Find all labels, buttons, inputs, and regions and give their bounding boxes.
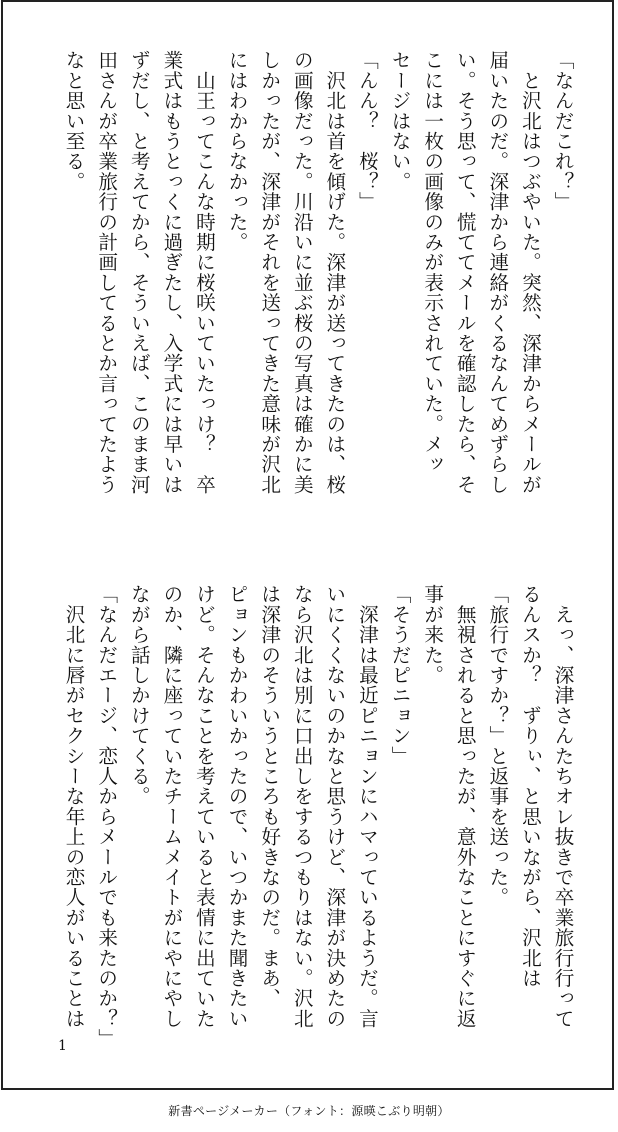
text-line: 「そうだピニョン」 xyxy=(388,584,412,766)
text-line: 「なんだこれ？」 xyxy=(551,50,574,212)
text-line: は深津のそういうところも好きなのだ。まあ、 xyxy=(257,584,281,1009)
text-line: の画像だった。川沿いに並ぶ桜の写真は確かに美 xyxy=(290,50,314,495)
text-line: えっ、深津さんたちオレ抜きで卒業旅行行って xyxy=(551,584,574,1029)
text-line: 沢北は首を傾げた。深津が送ってきたのは、桜 xyxy=(322,50,346,495)
text-line: るんスか？ ずりぃ、と思いながら、沢北は xyxy=(518,584,542,988)
text-line: なら沢北は別に口出しをするつもりはない。沢北 xyxy=(290,584,314,1029)
text-line: にはわからなかった。 xyxy=(225,50,249,252)
text-line: 田さんが卒業旅行の計画してるとか言ってたよう xyxy=(94,50,118,495)
text-line: ながら話しかけてくる。 xyxy=(127,584,151,807)
text-line: 無視されると思ったが、意外なことにすぐに返 xyxy=(453,584,477,1029)
text-line: 「んん？ 桜？」 xyxy=(355,50,379,212)
text-line: けど。そんなことを考えていると表情に出ていた xyxy=(192,584,216,1029)
text-line: いにくくないのかなと思うけど、深津が決めたの xyxy=(322,584,346,1029)
text-line: 事が来た。 xyxy=(420,584,444,685)
text-line: 沢北に唇がセクシーな年上の恋人がいることは xyxy=(62,584,86,1029)
text-line: セージはない。 xyxy=(388,50,412,192)
text-line: い。そう思って、慌ててメールを確認したら、そ xyxy=(453,50,477,495)
text-line: 深津は最近ピニョンにハマっているようだ。言 xyxy=(355,584,379,1029)
footer-credit: 新書ページメーカー（フォント：源暎こぶり明朝） xyxy=(168,1104,450,1118)
text-block-top xyxy=(57,50,579,525)
text-line: 「旅行ですか？」と返事を送った。 xyxy=(485,584,509,908)
text-line: 山王ってこんな時期に桜咲いていたっけ？ 卒 xyxy=(192,50,216,495)
text-line: ずだし、と考えてから、そういえば、このまま河 xyxy=(127,50,151,495)
text-line: 「なんだエージ、恋人からメールでも来たのか？」 xyxy=(94,584,118,1049)
text-line: ピョンもかわいかったので、いつかまた聞きたい xyxy=(225,584,249,1029)
text-line: しかったが、深津がそれを送ってきた意味が沢北 xyxy=(257,50,281,495)
page-frame xyxy=(1,0,614,1090)
text-line: 届いたのだ。深津から連絡がくるなんてめずらし xyxy=(485,50,509,495)
text-line: と沢北はつぶやいた。突然、深津からメールが xyxy=(518,50,542,495)
text-block-bottom xyxy=(57,584,579,1059)
text-line: なと思い至る。 xyxy=(62,50,86,192)
text-line: こには一枚の画像のみが表示されていた。メッ xyxy=(420,50,444,475)
text-line: のか、隣に座っていたチームメイトがにやにやし xyxy=(159,584,183,1029)
text-line: 業式はもうとっくに過ぎたし、入学式には早いは xyxy=(159,50,183,495)
page-number: 1 xyxy=(58,1038,67,1054)
